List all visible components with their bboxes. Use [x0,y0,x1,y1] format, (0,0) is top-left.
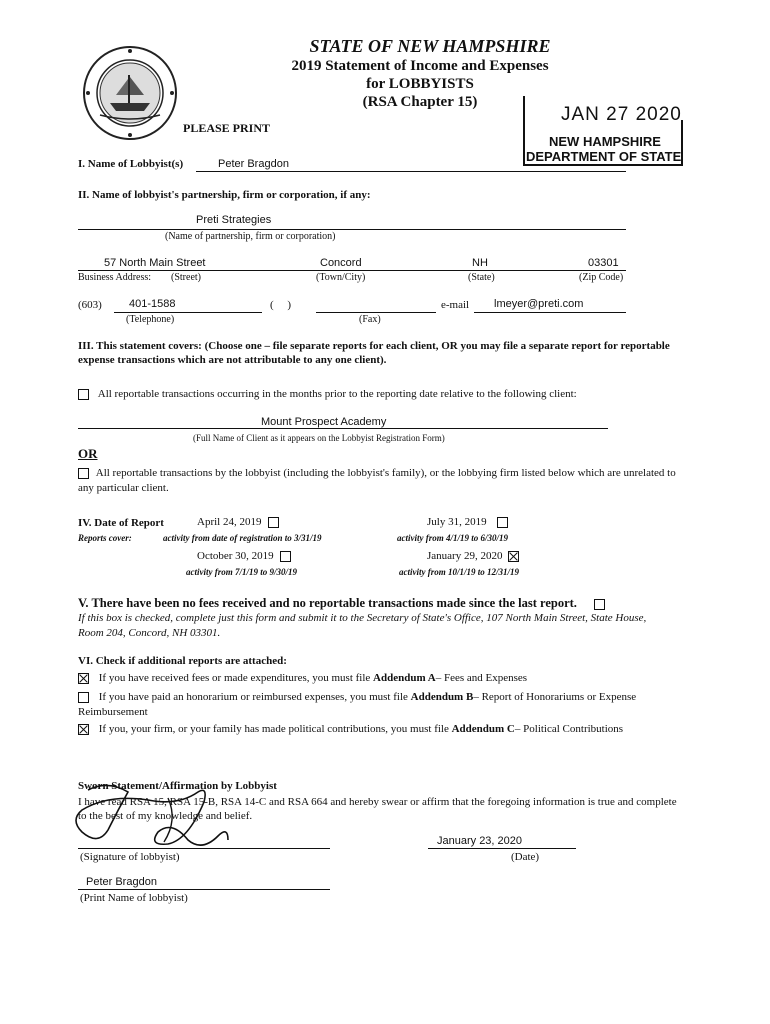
state-seal [82,45,178,141]
report-q2-activity: activity from 4/1/19 to 6/30/19 [397,533,508,543]
report-q4 [427,550,519,562]
addendum-b-row [78,690,668,720]
report-q3-date: October 30, 2019 [197,550,274,562]
address-label: Business Address: [78,272,152,283]
street-value[interactable]: 57 North Main Street [104,257,206,269]
report-q2 [427,516,508,528]
report-q4-checkbox[interactable] [508,551,519,562]
option-unrelated-checkbox[interactable] [78,468,89,479]
received-stamp [523,96,683,166]
reports-cover-label: Reports cover: [78,533,132,543]
no-fees-note: If this box is checked, complete just this form and submit it to the Secretary of State's Office, 107 North Main Street, State House, Room 204, Concord, NH 03301. [78,612,647,639]
option-unrelated-text: All reportable transactions by the lobbyist (including the lobbyist's family), or the lobbying firm listed below which are unrelated to any particular client. [78,467,676,494]
please-print: PLEASE PRINT [183,121,271,135]
addendum-c-checkbox[interactable] [78,724,89,735]
zip-caption: (Zip Code) [579,272,624,283]
form-subtitle-3: (RSA Chapter 15) [362,94,478,110]
firm-caption: (Name of partnership, firm or corporation) [165,231,336,242]
report-q2-checkbox[interactable] [497,517,508,528]
option-client-checkbox[interactable] [78,389,89,400]
zip-value[interactable]: 03301 [588,257,619,269]
option-client-row [78,388,678,400]
coverage-label: III. This statement covers: (Choose one – file separate reports for each client, OR you may file a separate report for reportable expense transactions which are not attributable to any one client). [78,340,670,366]
or-divider: OR [78,446,98,461]
print-name-caption: (Print Name of lobbyist) [80,892,188,904]
report-q1-activity: activity from date of registration to 3/31/19 [163,533,322,543]
city-value[interactable]: Concord [320,257,362,269]
state-value[interactable]: NH [472,257,488,269]
firm-label: II. Name of lobbyist's partnership, firm or corporation, if any: [78,189,371,201]
report-q1-date: April 24, 2019 [197,516,262,528]
stamp-line-1: NEW HAMPSHIRE [549,134,661,149]
addendum-b-text-post: – Report of Honorariums or Expense Reimbursement [78,691,637,718]
client-value[interactable]: Mount Prospect Academy [261,416,387,428]
signature-caption: (Signature of lobbyist) [80,851,180,863]
firm-value[interactable]: Preti Strategies [196,214,272,226]
client-caption: (Full Name of Client as it appears on the Lobbyist Registration Form) [193,433,445,443]
option-unrelated-row [78,466,678,496]
date-of-report-label: IV. Date of Report [78,517,164,529]
lobbyist-name-value[interactable]: Peter Bragdon [218,158,289,170]
report-q3 [197,550,291,562]
addendum-b-name: Addendum B [410,691,474,703]
sworn-text: I have read RSA 15, RSA 15-B, RSA 14-C and RSA 664 and hereby swear or affirm that the foregoing information is true and complete to the best of my knowledge and belief. [78,796,677,822]
addendum-a-name: Addendum A [373,672,436,684]
form-subtitle-2: for LOBBYISTS [366,76,474,92]
phone-caption: (Telephone) [126,314,175,325]
fax-caption: (Fax) [359,314,381,325]
addendum-c-text-post: – Political Contributions [514,723,624,735]
print-name-value[interactable]: Peter Bragdon [86,876,157,888]
report-q4-date: January 29, 2020 [427,550,503,562]
no-fees-checkbox[interactable] [594,599,605,610]
sworn-date-value[interactable]: January 23, 2020 [437,835,523,847]
report-q3-activity: activity from 7/1/19 to 9/30/19 [186,567,297,577]
additional-reports-label: VI. Check if additional reports are attached: [78,655,287,667]
addendum-b-checkbox[interactable] [78,692,89,703]
fax-paren: ( ) [270,299,292,311]
addendum-a-text-pre: If you have received fees or made expenditures, you must file [98,672,374,684]
addendum-c-name: Addendum C [451,723,515,735]
addendum-a-row [78,672,678,684]
email-label: e-mail [441,299,470,311]
no-fees-row [78,596,605,611]
city-caption: (Town/City) [316,272,366,283]
stamp-date: JAN 27 2020 [561,104,682,125]
addendum-a-checkbox[interactable] [78,673,89,684]
option-client-text: All reportable transactions occurring in the months prior to the reporting date relative to the following client: [97,388,577,400]
report-q3-checkbox[interactable] [280,551,291,562]
addendum-b-text-pre: If you have paid an honorarium or reimbursed expenses, you must file [98,691,411,703]
date-caption: (Date) [511,851,540,863]
addendum-c-row [78,723,698,735]
state-caption: (State) [468,272,495,283]
street-caption: (Street) [171,272,201,283]
phone-value[interactable]: 401-1588 [129,298,176,310]
form-subtitle-1: 2019 Statement of Income and Expenses [291,58,549,74]
area-code: (603) [78,299,102,311]
lobbyist-name-label: I. Name of Lobbyist(s) [78,158,184,170]
report-q1-checkbox[interactable] [268,517,279,528]
addendum-c-text-pre: If you, your firm, or your family has made political contributions, you must file [98,723,452,735]
form-title: STATE OF NEW HAMPSHIRE [309,36,551,56]
stamp-line-2: DEPARTMENT OF STATE [526,149,682,164]
report-q4-activity: activity from 10/1/19 to 12/31/19 [399,567,519,577]
no-fees-label: V. There have been no fees received and no reportable transactions made since the last report. [78,596,577,610]
addendum-a-text-post: – Fees and Expenses [435,672,528,684]
report-q2-date: July 31, 2019 [427,516,487,528]
report-q1 [197,516,279,528]
email-value[interactable]: lmeyer@preti.com [494,298,584,310]
sworn-title: Sworn Statement/Affirmation by Lobbyist [78,780,277,792]
